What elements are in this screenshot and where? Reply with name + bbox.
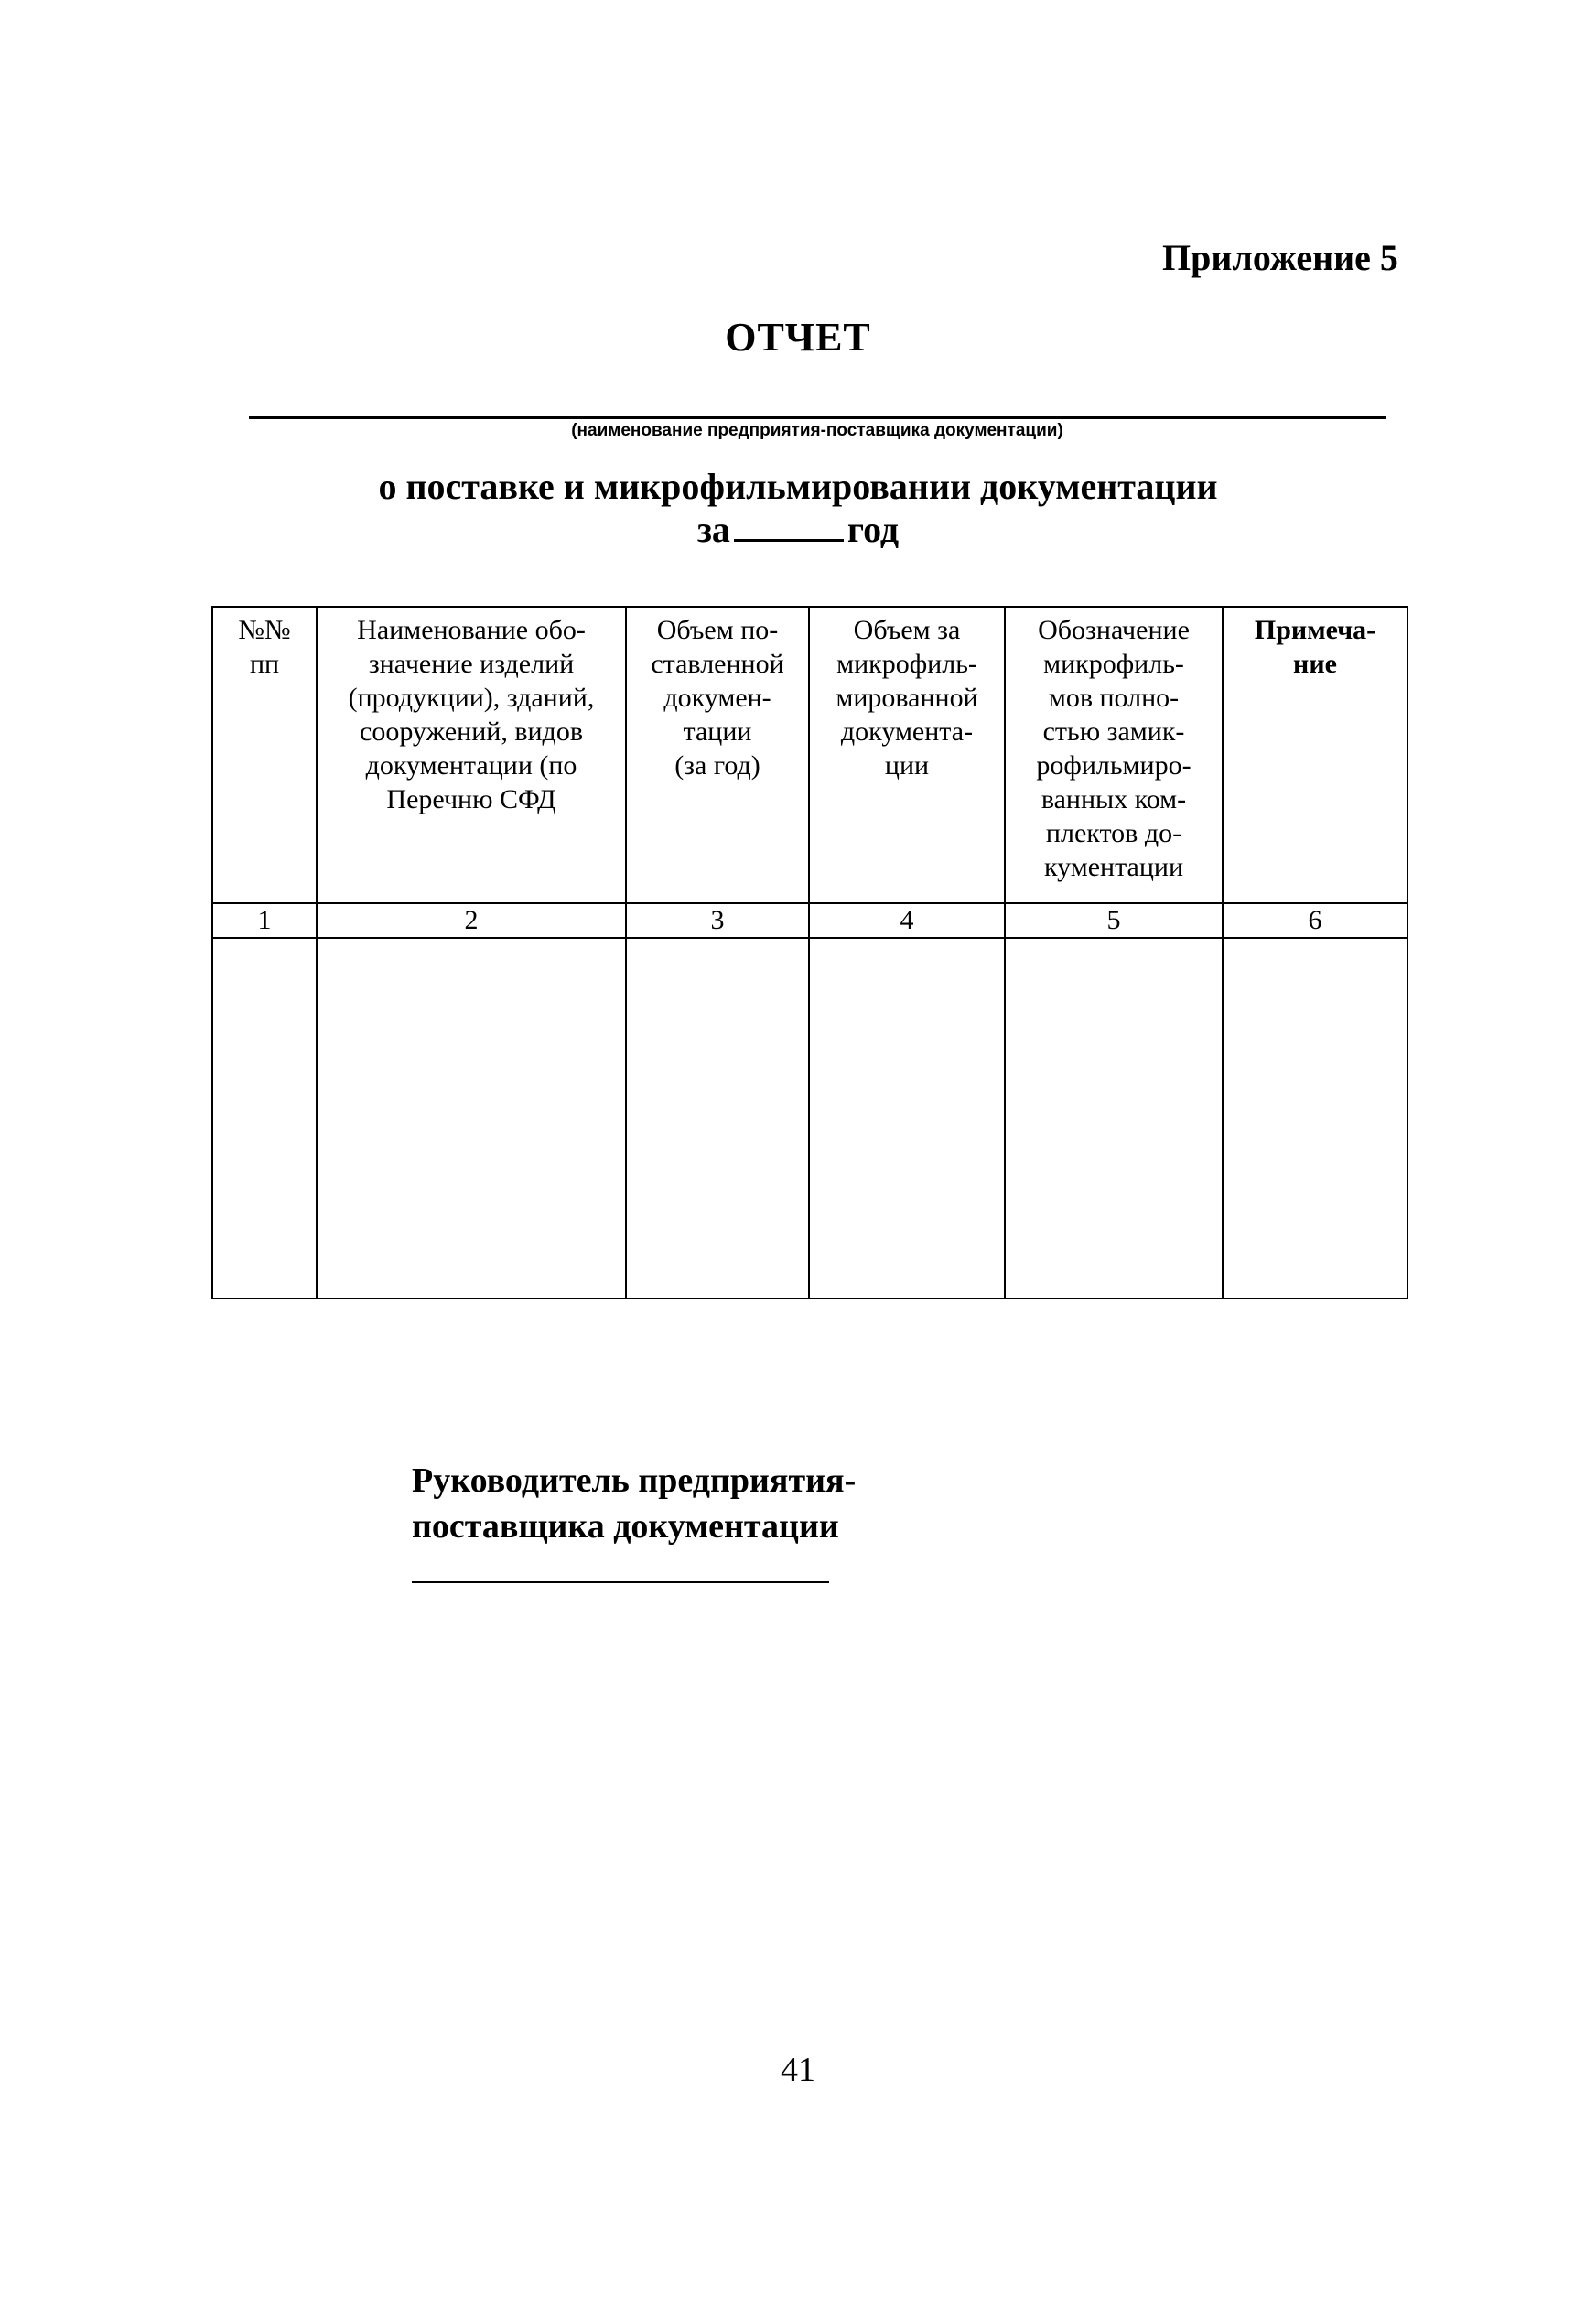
year-prefix: за bbox=[696, 509, 730, 550]
header-cell-supplied-volume: Объем по- ставленной докумен- тации (за год) bbox=[626, 607, 809, 903]
empty-cell bbox=[1223, 938, 1407, 1298]
year-suffix: год bbox=[847, 509, 900, 550]
document-subtitle: о поставке и микрофильмировании документации bbox=[378, 466, 1218, 507]
empty-cell bbox=[212, 938, 317, 1298]
report-year-line bbox=[0, 508, 1596, 551]
table-header-row bbox=[212, 607, 1407, 903]
column-number: 1 bbox=[212, 903, 317, 938]
document-title: ОТЧЕТ bbox=[725, 315, 871, 360]
header-cell-microfilmed-volume: Объем за микрофиль- мированной документа- ции bbox=[809, 607, 1005, 903]
column-number: 2 bbox=[317, 903, 626, 938]
page-number: 41 bbox=[781, 2051, 815, 2089]
organization-caption: (наименование предприятия-поставщика документации) bbox=[571, 421, 1063, 440]
appendix-label: Приложение 5 bbox=[1162, 237, 1398, 278]
table-body-row bbox=[212, 938, 1407, 1298]
column-number: 6 bbox=[1223, 903, 1407, 938]
empty-cell bbox=[1005, 938, 1223, 1298]
column-number-row bbox=[212, 903, 1407, 938]
column-number: 4 bbox=[809, 903, 1005, 938]
header-cell-number: №№ пп bbox=[212, 607, 317, 903]
organization-name-line bbox=[249, 416, 1386, 419]
signature-line bbox=[412, 1581, 829, 1583]
header-cell-note: Примеча- ние bbox=[1223, 607, 1407, 903]
header-cell-microfilm-designation: Обозначение микрофиль- мов полно- стью замик- рофильмиро- ванных ком- плектов до- кументации bbox=[1005, 607, 1223, 903]
empty-cell bbox=[626, 938, 809, 1298]
report-table bbox=[211, 606, 1408, 1299]
year-blank-field bbox=[734, 512, 844, 542]
empty-cell bbox=[317, 938, 626, 1298]
header-cell-name: Наименование обо- значение изделий (продукции), зданий, сооружений, видов документации (по Перечню СФД bbox=[317, 607, 626, 903]
column-number: 3 bbox=[626, 903, 809, 938]
empty-cell bbox=[809, 938, 1005, 1298]
column-number: 5 bbox=[1005, 903, 1223, 938]
signer-title: Руководитель предприятия- поставщика документации bbox=[412, 1461, 857, 1546]
